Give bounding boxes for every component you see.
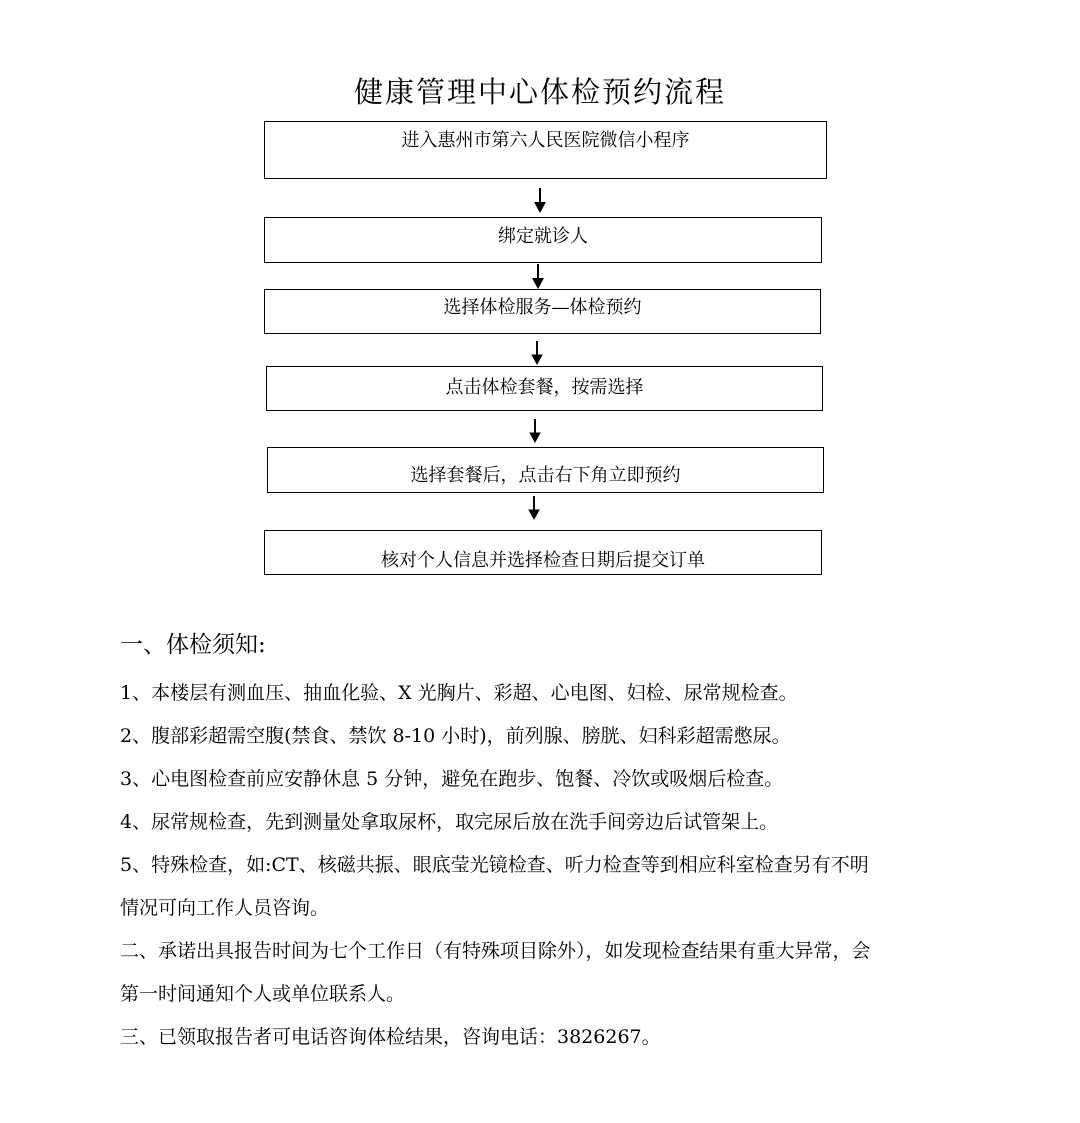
flow-step-select-service (264, 289, 821, 334)
flow-step-label: 选择套餐后，点击右下角立即预约 (410, 465, 681, 486)
arrow-down-icon (530, 341, 544, 366)
notice-item: 情况可向工作人员咨询。 (120, 897, 330, 919)
report-promise-line: 二、承诺出具报告时间为七个工作日（有特殊项目除外），如发现检查结果有重大异常，会 (120, 940, 871, 962)
notice-section (120, 622, 1020, 1059)
report-inquiry-line: 三、已领取报告者可电话咨询体检结果，咨询电话：3826267。 (120, 1026, 661, 1048)
arrow-down-icon (533, 188, 547, 214)
flow-step-label: 选择体检服务—体检预约 (443, 297, 642, 318)
flow-step-label: 绑定就诊人 (498, 226, 588, 247)
notice-item: 2、腹部彩超需空腹(禁食、禁饮 8-10 小时)，前列腺、膀胱、妇科彩超需憋尿。 (120, 725, 791, 747)
flow-step-label: 核对个人信息并选择检查日期后提交订单 (381, 550, 705, 571)
flow-step-book-now (267, 447, 824, 493)
notice-heading: 一、体检须知: (120, 632, 266, 658)
flow-step-label: 进入惠州市第六人民医院微信小程序 (401, 130, 690, 151)
arrow-down-icon (527, 496, 541, 521)
flow-step-enter-mini-program (264, 121, 827, 179)
page-title: 健康管理中心体检预约流程 (353, 75, 726, 109)
flow-step-choose-package (266, 366, 823, 411)
flow-step-submit-order (264, 530, 822, 575)
notice-item: 5、特殊检查，如:CT、核磁共振、眼底莹光镜检查、听力检查等到相应科室检查另有不明 (120, 854, 869, 876)
arrow-down-icon (528, 419, 542, 444)
report-promise-line: 第一时间通知个人或单位联系人。 (120, 983, 406, 1005)
notice-item: 1、本楼层有测血压、抽血化验、X 光胸片、彩超、心电图、妇检、尿常规检查。 (120, 682, 798, 704)
flow-step-label: 点击体检套餐，按需选择 (445, 377, 644, 398)
flow-step-bind-patient (264, 217, 822, 263)
notice-item: 3、心电图检查前应安静休息 5 分钟，避免在跑步、饱餐、冷饮或吸烟后检查。 (120, 768, 784, 790)
notice-item: 4、尿常规检查，先到测量处拿取尿杯，取完尿后放在洗手间旁边后试管架上。 (120, 811, 779, 833)
arrow-down-icon (531, 264, 545, 290)
